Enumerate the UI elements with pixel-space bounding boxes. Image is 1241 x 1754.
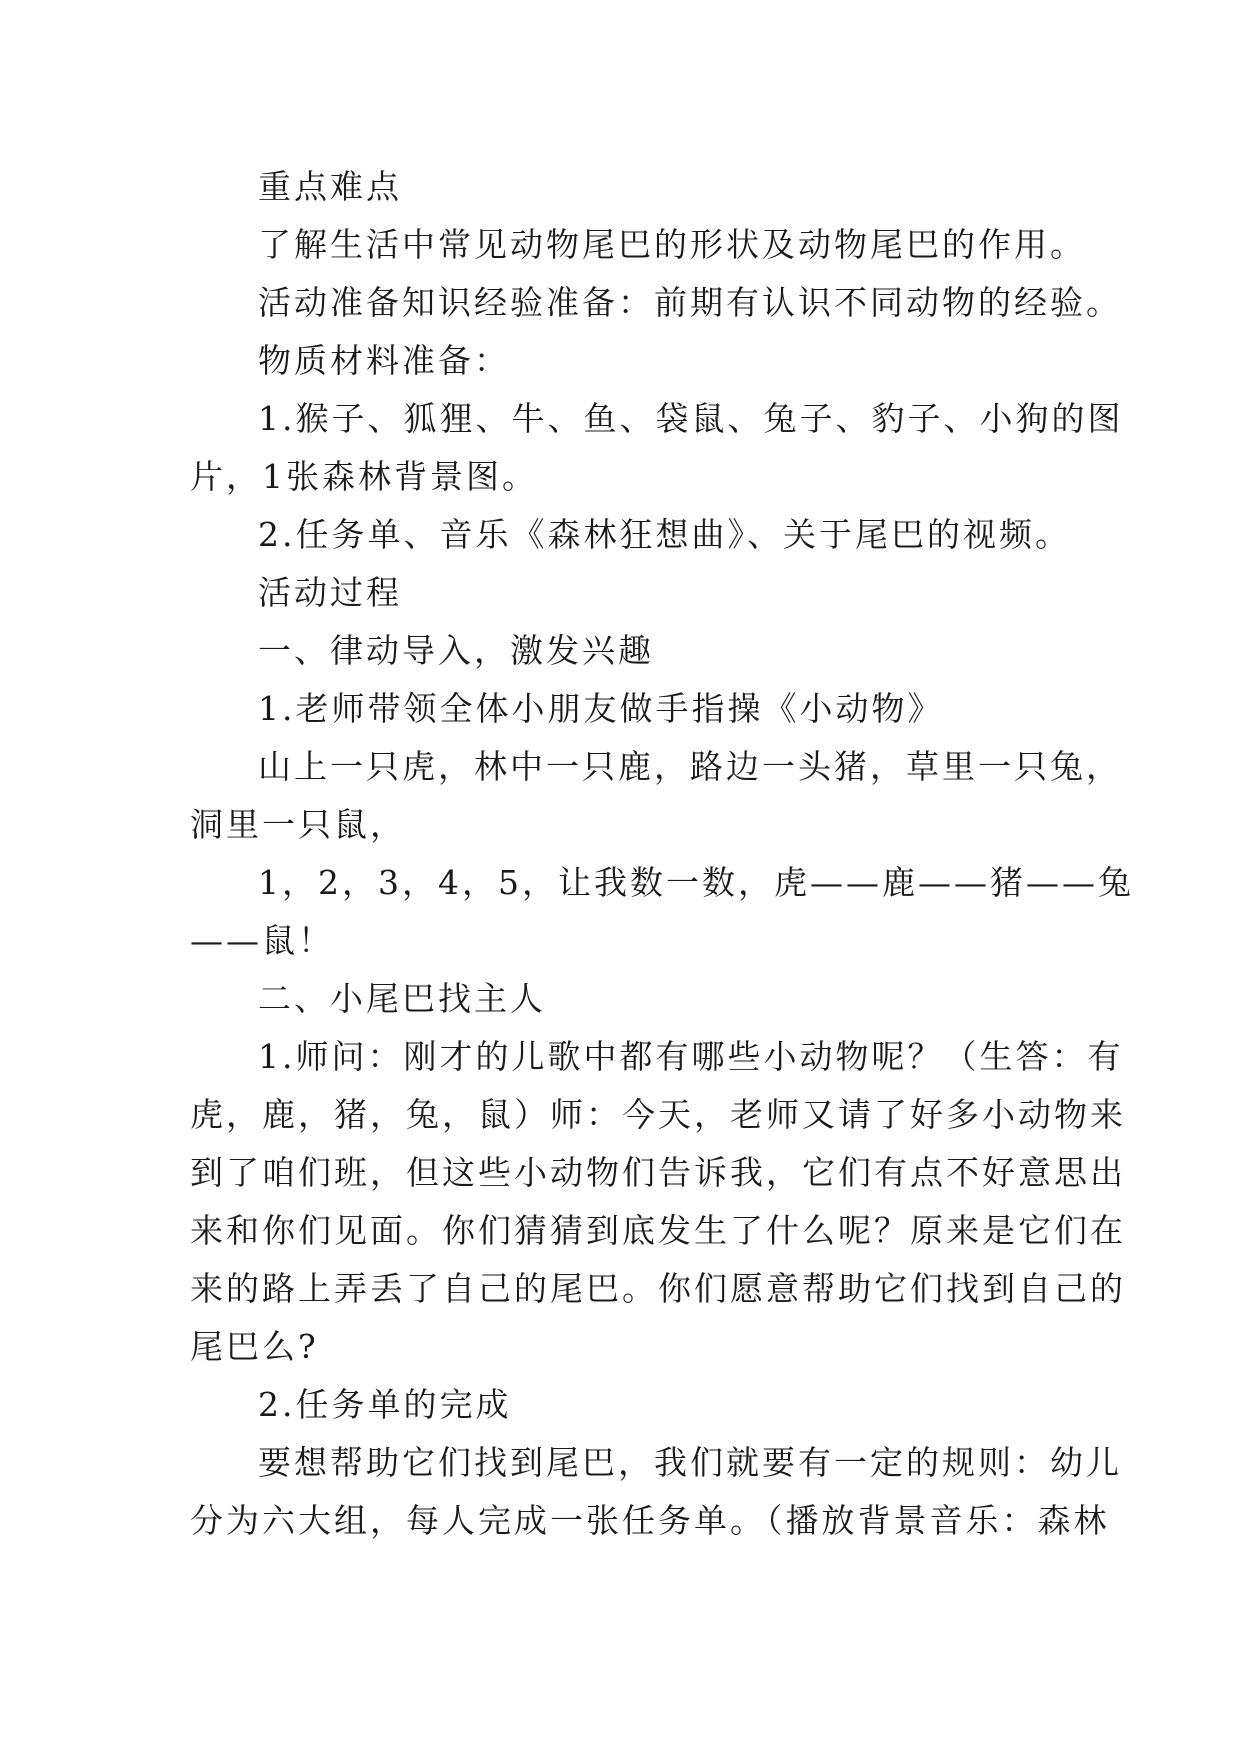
paragraph-line: 虎，鹿，猪，兔，鼠）师：今天，老师又请了好多小动物来	[190, 1095, 1126, 1134]
paragraph-line: 尾巴么?	[190, 1327, 319, 1366]
paragraph-line: ——鼠！	[190, 921, 334, 960]
paragraph-line: 1，2，3，4，5，让我数一数，虎——鹿——猪——兔	[258, 863, 1134, 902]
heading-key-points: 重点难点	[258, 167, 402, 206]
section-heading: 一、律动导入，激发兴趣	[258, 631, 654, 670]
paragraph-line: 分为六大组，每人完成一张任务单。（播放背景音乐：森林	[190, 1501, 1110, 1540]
paragraph-line: 1.猴子、狐狸、牛、鱼、袋鼠、兔子、豹子、小狗的图	[258, 399, 1124, 438]
paragraph-line: 来和你们见面。你们猜猜到底发生了什么呢？原来是它们在	[190, 1211, 1126, 1250]
paragraph-line: 1.老师带领全体小朋友做手指操《小动物》	[258, 689, 944, 728]
paragraph-line: 2.任务单的完成	[258, 1385, 512, 1424]
paragraph-line: 山上一只虎，林中一只鹿，路边一头猪，草里一只兔，	[258, 747, 1122, 786]
paragraph-line: 2.任务单、音乐《森林狂想曲》、关于尾巴的视频。	[258, 515, 1071, 554]
paragraph-line: 1.师问：刚才的儿歌中都有哪些小动物呢？（生答：有	[258, 1037, 1124, 1076]
heading-activity-process: 活动过程	[258, 573, 402, 612]
paragraph-line: 了解生活中常见动物尾巴的形状及动物尾巴的作用。	[258, 225, 1086, 264]
paragraph-line: 活动准备知识经验准备：前期有认识不同动物的经验。	[258, 283, 1122, 322]
paragraph-line: 要想帮助它们找到尾巴，我们就要有一定的规则：幼儿	[258, 1443, 1122, 1482]
paragraph-line: 来的路上弄丢了自己的尾巴。你们愿意帮助它们找到自己的	[190, 1269, 1126, 1308]
paragraph-line: 洞里一只鼠，	[190, 805, 406, 844]
paragraph-line: 到了咱们班，但这些小动物们告诉我，它们有点不好意思出	[190, 1153, 1126, 1192]
section-heading: 二、小尾巴找主人	[258, 979, 546, 1018]
paragraph-line: 物质材料准备：	[258, 341, 510, 380]
paragraph-line: 片，1张森林背景图。	[190, 457, 538, 496]
